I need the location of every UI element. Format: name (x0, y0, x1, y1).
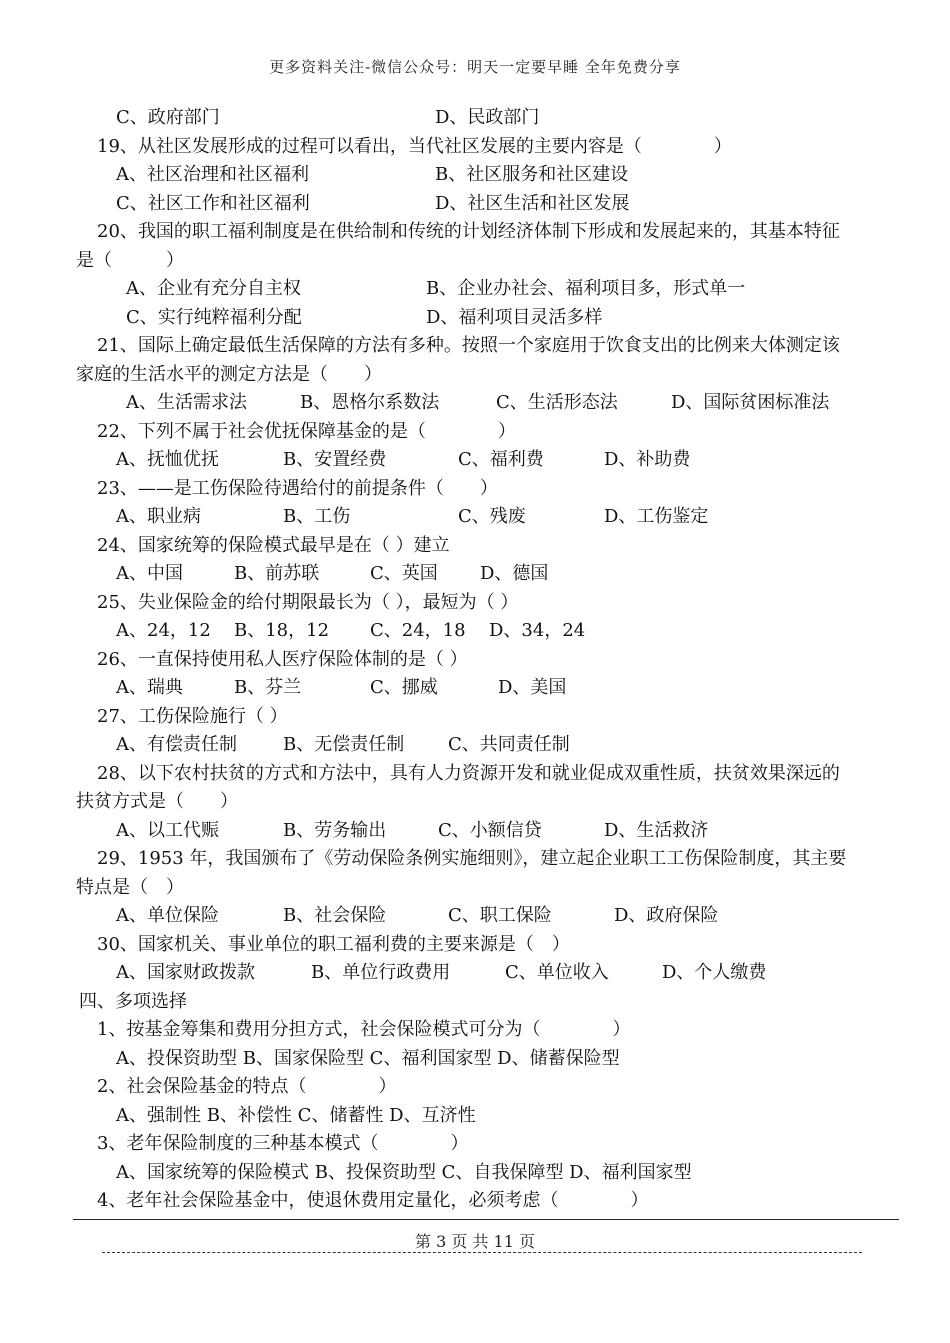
option-d: D、福利项目灵活多样 (426, 306, 603, 328)
multi-options-2: A、强制性 B、补偿性 C、储蓄性 D、互济性 (116, 1104, 476, 1126)
question-20-cont: 是（ ） (76, 249, 184, 271)
multi-question-1: 1、按基金筹集和费用分担方式，社会保险模式可分为（ ） (97, 1019, 631, 1040)
option-b: B、安置经费 (283, 449, 387, 470)
option-a: A、24，12 (116, 620, 211, 641)
question-26: 26、一直保持使用私人医疗保险体制的是（ ） (97, 648, 468, 670)
option-row (0, 389, 950, 418)
option-row (0, 617, 950, 646)
option-row (0, 446, 950, 475)
question-21-cont: 家庭的生活水平的测定方法是（ ） (76, 363, 382, 385)
footer-rule (73, 1219, 899, 1220)
option-b: B、工伤 (283, 506, 351, 527)
option-d: D、社区生活和社区发展 (435, 192, 630, 214)
section-heading: 四、多项选择 (79, 990, 187, 1012)
option-row (0, 731, 950, 760)
option-d: D、生活救济 (604, 819, 709, 841)
option-row (0, 104, 950, 133)
question-20: 20、我国的职工福利制度是在供给制和传统的计划经济体制下形成和发展起来的，其基本特征 (97, 221, 840, 242)
multi-question-2: 2、社会保险基金的特点（ ） (97, 1076, 397, 1097)
option-a: A、职业病 (116, 506, 201, 527)
option-row (0, 560, 950, 589)
option-d: D、个人缴费 (662, 962, 767, 983)
multi-options-1: A、投保资助型 B、国家保险型 C、福利国家型 D、储蓄保险型 (116, 1047, 620, 1069)
option-c: C、社区工作和社区福利 (116, 192, 310, 214)
multi-question-3: 3、老年保险制度的三种基本模式（ ） (97, 1133, 469, 1154)
option-d: D、国际贫困标准法 (671, 392, 830, 413)
option-a: A、生活需求法 (126, 392, 247, 413)
option-row (0, 190, 950, 219)
option-b: B、恩格尔系数法 (300, 392, 440, 413)
question-25: 25、失业保险金的给付期限最长为（ ），最短为（ ） (97, 591, 519, 613)
option-c: C、福利费 (458, 449, 544, 470)
option-c: C、小额信贷 (438, 819, 542, 841)
option-d: D、美国 (498, 677, 567, 698)
option-a: A、以工代赈 (116, 819, 219, 841)
option-b: B、社会保险 (283, 905, 387, 926)
option-a: A、企业有充分自主权 (126, 278, 301, 299)
question-19: 19、从社区发展形成的过程可以看出，当代社区发展的主要内容是（ ） (97, 135, 732, 157)
question-21: 21、国际上确定最低生活保障的方法有多种。按照一个家庭用于饮食支出的比例来大体测定该 (97, 335, 840, 356)
question-28-cont: 扶贫方式是（ ） (76, 791, 238, 812)
option-c: C、残废 (458, 506, 526, 527)
option-row (0, 817, 950, 846)
option-row (0, 959, 950, 988)
question-24: 24、国家统筹的保险模式最早是在（ ）建立 (97, 534, 450, 556)
option-b: B、企业办社会、福利项目多，形式单一 (426, 278, 746, 299)
option-c: C、职工保险 (448, 905, 552, 926)
question-27: 27、工伤保险施行（ ） (97, 705, 288, 727)
question-29: 29、1953 年，我国颁布了《劳动保险条例实施细则》，建立起企业职工工伤保险制度，其主要 (97, 848, 847, 869)
option-b: B、劳务输出 (283, 819, 387, 841)
option-a: A、有偿责任制 (116, 734, 237, 755)
exam-content (0, 104, 950, 1216)
option-d: D、34，24 (489, 620, 586, 641)
page-number: 第 3 页 共 11 页 (415, 1232, 535, 1251)
option-d: D、补助费 (604, 449, 691, 470)
option-d: D、政府保险 (614, 905, 719, 926)
option-d: D、民政部门 (435, 107, 540, 128)
option-c: C、单位收入 (505, 962, 609, 983)
option-row (0, 503, 950, 532)
option-c: C、政府部门 (116, 107, 220, 128)
option-a: A、中国 (116, 563, 183, 584)
question-29-cont: 特点是（ ） (76, 876, 184, 898)
option-b: B、无偿责任制 (283, 734, 405, 755)
option-row (0, 304, 950, 333)
option-a: A、社区治理和社区福利 (116, 164, 309, 185)
option-b: B、单位行政费用 (311, 962, 451, 983)
option-d: D、德国 (480, 563, 549, 584)
option-c: C、挪威 (370, 677, 438, 698)
multi-question-4: 4、老年社会保险基金中，使退休费用定量化，必须考虑（ ） (97, 1190, 649, 1211)
option-a: A、瑞典 (116, 677, 183, 698)
option-c: C、英国 (370, 563, 438, 584)
question-23: 23、——是工伤保险待遇给付的前提条件（ ） (97, 477, 498, 499)
option-a: A、国家财政拨款 (116, 962, 255, 983)
option-c: C、实行纯粹福利分配 (126, 306, 302, 328)
option-d: D、工伤鉴定 (604, 506, 709, 527)
dashed-divider (102, 1252, 862, 1253)
option-c: C、共同责任制 (448, 734, 570, 755)
option-c: C、24，18 (370, 620, 466, 641)
page-header: 更多资料关注-微信公众号：明天一定要早睡 全年免费分享 (269, 58, 681, 76)
option-b: B、前苏联 (234, 563, 320, 584)
option-row (0, 275, 950, 304)
question-22: 22、下列不属于社会优抚保障基金的是（ ） (97, 420, 516, 442)
question-30: 30、国家机关、事业单位的职工福利费的主要来源是（ ） (97, 933, 570, 955)
option-b: B、芬兰 (234, 677, 302, 698)
option-row (0, 161, 950, 190)
option-b: B、18，12 (234, 620, 330, 641)
option-a: A、抚恤优抚 (116, 449, 219, 470)
option-b: B、社区服务和社区建设 (435, 164, 629, 185)
option-row (0, 674, 950, 703)
multi-options-3: A、国家统筹的保险模式 B、投保资助型 C、自我保障型 D、福利国家型 (116, 1161, 692, 1183)
question-28: 28、以下农村扶贫的方式和方法中，具有人力资源开发和就业促成双重性质，扶贫效果深远的 (97, 762, 840, 784)
option-c: C、生活形态法 (496, 392, 618, 413)
option-row (0, 902, 950, 931)
option-a: A、单位保险 (116, 905, 219, 926)
